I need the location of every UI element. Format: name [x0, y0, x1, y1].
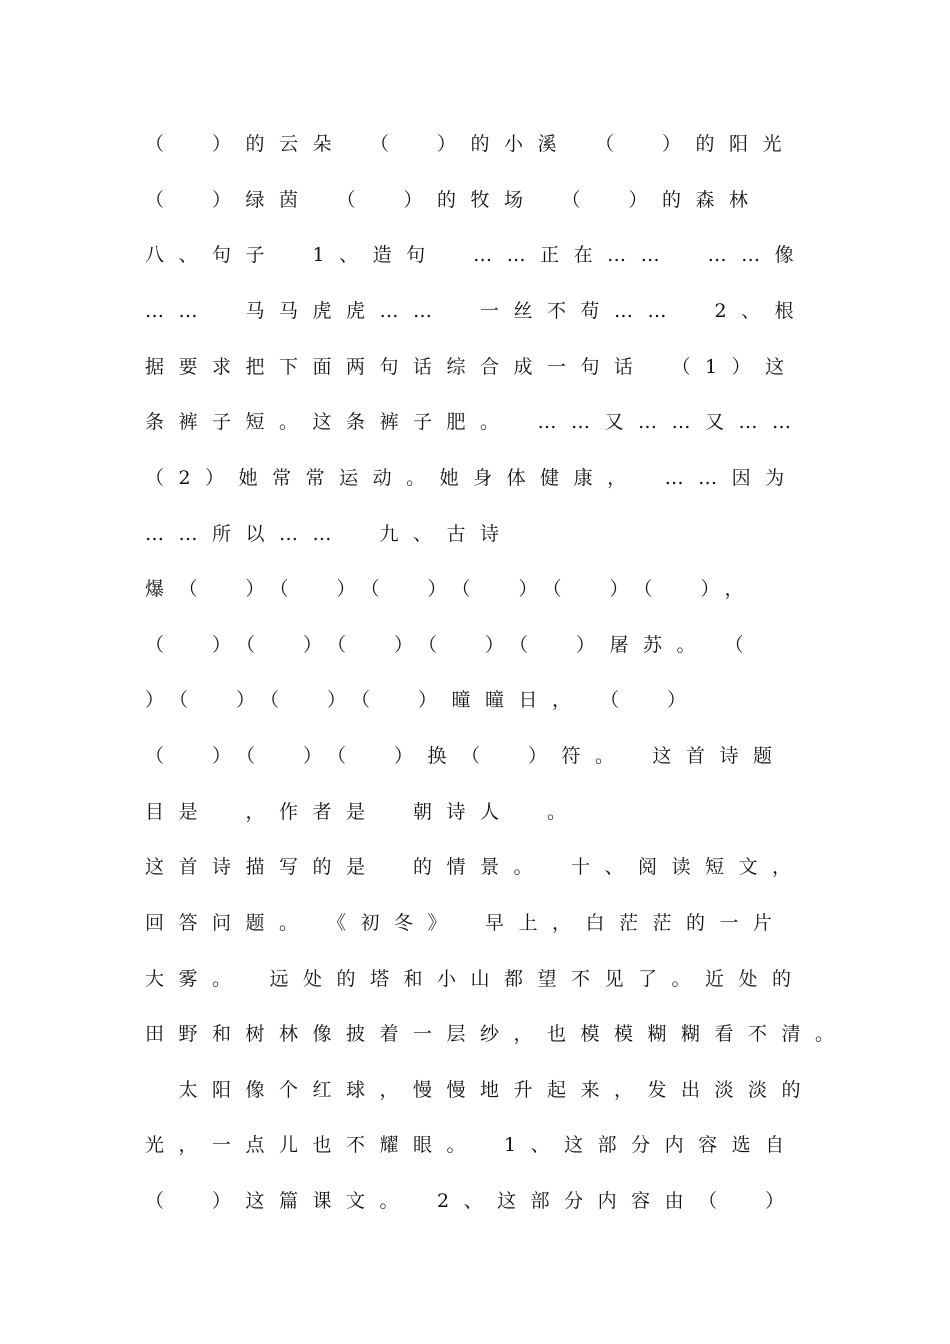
text-line-19: 光，一点儿也不耀眼。 1、这部分内容选自 [145, 1134, 799, 1156]
text-line-17: 田野和树林像披着一层纱，也模模糊糊看不清。 [145, 1023, 849, 1045]
text-line-9: 爆（ ）（ ）（ ）（ ）（ ）（ ）， [145, 578, 759, 600]
text-line-16: 大雾。 远处的塔和小山都望不见了。近处的 [145, 968, 806, 990]
text-line-3: 八、句子 1、造句 ……正在…… ……像 [145, 244, 809, 266]
text-line-14: 这首诗描写的是 的情景。 十、阅读短文， [145, 856, 806, 878]
text-line-12: （ ）（ ）（ ）换（ ）符。 这首诗题 [145, 745, 787, 767]
text-line-6: 条裤子短。这条裤子肥。 ……又……又…… [145, 411, 806, 433]
text-line-20: （ ）这篇课文。 2、这部分内容由（ ） [145, 1190, 799, 1212]
text-line-4: …… 马马虎虎…… 一丝不苟…… 2、根 [145, 300, 809, 322]
text-line-11: ）（ ）（ ）（ ）曈曈日， （ ） [145, 689, 701, 711]
text-line-1: （ ）的云朵 （ ）的小溪 （ ）的阳光 [145, 133, 797, 155]
text-line-10: （ ）（ ）（ ）（ ）（ ）屠苏。 （ [145, 634, 759, 656]
text-line-18: 太阳像个红球，慢慢地升起来，发出淡淡的 [145, 1079, 816, 1101]
text-line-5: 据要求把下面两句话综合成一句话 （1）这 [145, 356, 799, 378]
text-line-8: ……所以…… 九、古诗 [145, 523, 514, 545]
text-line-13: 目是 ，作者是 朝诗人 。 [145, 801, 581, 823]
text-line-15: 回答问题。 《初冬》 早上，白茫茫的一片 [145, 912, 787, 934]
text-line-7: （2）她常常运动。她身体健康， ……因为 [145, 467, 799, 489]
text-line-2: （ ）绿茵 （ ）的牧场 （ ）的森林 [145, 189, 763, 211]
